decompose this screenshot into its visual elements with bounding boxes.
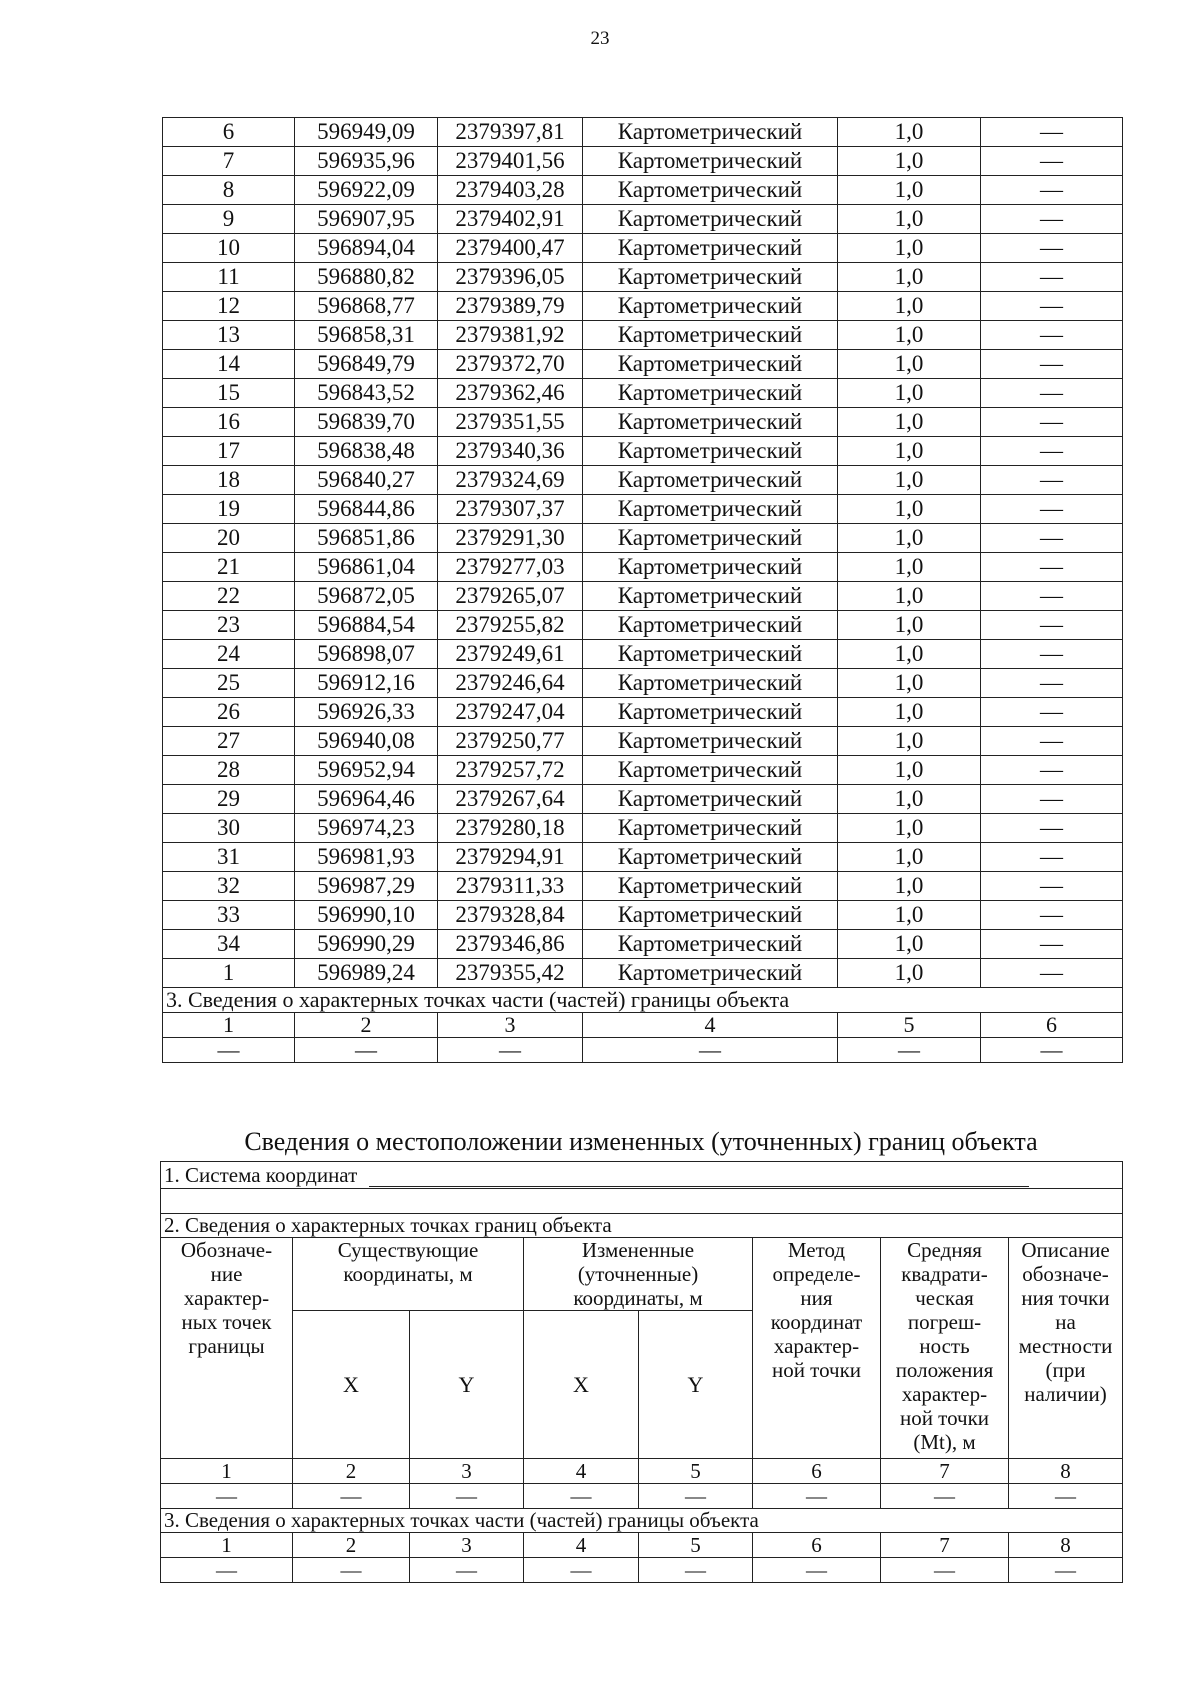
point-description-cell: — <box>981 321 1123 350</box>
table-row <box>163 495 1123 524</box>
method-cell: Картометрический <box>583 408 838 437</box>
mt-error-cell: 1,0 <box>838 466 981 495</box>
coord-x-cell: 596868,77 <box>295 292 438 321</box>
point-description-cell: — <box>981 582 1123 611</box>
coord-y-cell: 2379267,64 <box>438 785 583 814</box>
point-number-cell: 11 <box>163 263 295 292</box>
table-row <box>163 292 1123 321</box>
coord-y-cell: 2379362,46 <box>438 379 583 408</box>
method-cell: Картометрический <box>583 321 838 350</box>
mt-error-cell: 1,0 <box>838 350 981 379</box>
coord-x-cell: 596990,29 <box>295 930 438 959</box>
mt-error-cell: 1,0 <box>838 872 981 901</box>
coord-x-cell: 596964,46 <box>295 785 438 814</box>
point-description-cell: — <box>981 553 1123 582</box>
method-cell: Картометрический <box>583 495 838 524</box>
dash-cell: — <box>163 1038 295 1063</box>
dash-cell: — <box>295 1038 438 1063</box>
coord-y-cell: 2379372,70 <box>438 350 583 379</box>
header-changed-y: Y <box>639 1311 753 1459</box>
table-row <box>163 843 1123 872</box>
table-row <box>163 727 1123 756</box>
point-description-cell: — <box>981 466 1123 495</box>
dash-cell: — <box>639 1484 753 1509</box>
mt-error-cell: 1,0 <box>838 379 981 408</box>
coord-x-cell: 596926,33 <box>295 698 438 727</box>
point-number-cell: 17 <box>163 437 295 466</box>
method-cell: Картометрический <box>583 814 838 843</box>
point-number-cell: 8 <box>163 176 295 205</box>
coord-x-cell: 596935,96 <box>295 147 438 176</box>
method-cell: Картометрический <box>583 698 838 727</box>
coord-x-cell: 596843,52 <box>295 379 438 408</box>
dash-cell: — <box>293 1558 410 1583</box>
point-description-cell: — <box>981 118 1123 147</box>
dash-cell: — <box>410 1484 524 1509</box>
mt-error-cell: 1,0 <box>838 814 981 843</box>
dash-cell: — <box>981 1038 1123 1063</box>
section3-dash-row <box>161 1558 1123 1583</box>
point-number-cell: 14 <box>163 350 295 379</box>
header-row <box>161 1238 1123 1311</box>
mt-error-cell: 1,0 <box>838 234 981 263</box>
mt-error-cell: 1,0 <box>838 553 981 582</box>
point-number-cell: 23 <box>163 611 295 640</box>
point-number-cell: 34 <box>163 930 295 959</box>
section3-title: 3. Сведения о характерных точках части (частей) границы объекта <box>163 988 1123 1013</box>
col-number: 1 <box>161 1533 293 1558</box>
point-description-cell: — <box>981 147 1123 176</box>
section3-number-row <box>163 1013 1123 1038</box>
dash-cell: — <box>438 1038 583 1063</box>
table-row <box>163 698 1123 727</box>
table-row <box>163 582 1123 611</box>
point-description-cell: — <box>981 756 1123 785</box>
coord-y-cell: 2379257,72 <box>438 756 583 785</box>
point-description-cell: — <box>981 814 1123 843</box>
method-cell: Картометрический <box>583 263 838 292</box>
coord-y-cell: 2379389,79 <box>438 292 583 321</box>
dash-cell: — <box>1009 1558 1123 1583</box>
coord-y-cell: 2379402,91 <box>438 205 583 234</box>
mt-error-cell: 1,0 <box>838 959 981 988</box>
header-existing-x: X <box>293 1311 410 1459</box>
col-number: 4 <box>524 1459 639 1484</box>
method-cell: Картометрический <box>583 669 838 698</box>
point-description-cell: — <box>981 263 1123 292</box>
coord-y-cell: 2379250,77 <box>438 727 583 756</box>
point-number-cell: 22 <box>163 582 295 611</box>
point-number-cell: 32 <box>163 872 295 901</box>
method-cell: Картометрический <box>583 582 838 611</box>
point-number-cell: 33 <box>163 901 295 930</box>
mt-error-cell: 1,0 <box>838 495 981 524</box>
dash-cell: — <box>583 1038 838 1063</box>
col-number: 5 <box>639 1533 753 1558</box>
method-cell: Картометрический <box>583 611 838 640</box>
mt-error-cell: 1,0 <box>838 611 981 640</box>
method-cell: Картометрический <box>583 901 838 930</box>
col-number: 6 <box>753 1533 881 1558</box>
point-number-cell: 1 <box>163 959 295 988</box>
coord-x-cell: 596922,09 <box>295 176 438 205</box>
point-number-cell: 24 <box>163 640 295 669</box>
method-cell: Картометрический <box>583 553 838 582</box>
coord-y-cell: 2379255,82 <box>438 611 583 640</box>
table-row <box>163 147 1123 176</box>
coord-y-cell: 2379294,91 <box>438 843 583 872</box>
method-cell: Картометрический <box>583 843 838 872</box>
method-cell: Картометрический <box>583 147 838 176</box>
dash-cell: — <box>410 1558 524 1583</box>
coord-x-cell: 596949,09 <box>295 118 438 147</box>
point-description-cell: — <box>981 437 1123 466</box>
changed-boundaries-table <box>160 1161 1123 1583</box>
point-description-cell: — <box>981 959 1123 988</box>
coord-x-cell: 596912,16 <box>295 669 438 698</box>
table-row <box>163 611 1123 640</box>
point-number-cell: 25 <box>163 669 295 698</box>
mt-error-cell: 1,0 <box>838 321 981 350</box>
point-description-cell: — <box>981 843 1123 872</box>
point-number-cell: 27 <box>163 727 295 756</box>
col-number: 3 <box>410 1459 524 1484</box>
table-row <box>163 350 1123 379</box>
col-number: 4 <box>583 1013 838 1038</box>
mt-error-cell: 1,0 <box>838 640 981 669</box>
point-description-cell: — <box>981 611 1123 640</box>
col-number: 1 <box>163 1013 295 1038</box>
boundary-points-table <box>162 117 1123 1063</box>
coord-x-cell: 596872,05 <box>295 582 438 611</box>
point-number-cell: 30 <box>163 814 295 843</box>
col-number: 7 <box>881 1533 1009 1558</box>
coord-x-cell: 596981,93 <box>295 843 438 872</box>
point-number-cell: 21 <box>163 553 295 582</box>
coord-x-cell: 596990,10 <box>295 901 438 930</box>
coord-y-cell: 2379400,47 <box>438 234 583 263</box>
method-cell: Картометрический <box>583 640 838 669</box>
method-cell: Картометрический <box>583 118 838 147</box>
point-number-cell: 6 <box>163 118 295 147</box>
point-description-cell: — <box>981 901 1123 930</box>
mt-error-cell: 1,0 <box>838 901 981 930</box>
coord-y-cell: 2379280,18 <box>438 814 583 843</box>
coord-y-cell: 2379397,81 <box>438 118 583 147</box>
coord-x-cell: 596880,82 <box>295 263 438 292</box>
boundary-points-body <box>163 118 1123 988</box>
point-number-cell: 31 <box>163 843 295 872</box>
coord-y-cell: 2379340,36 <box>438 437 583 466</box>
table-row <box>163 234 1123 263</box>
section3-number-row <box>161 1533 1123 1558</box>
coord-x-cell: 596894,04 <box>295 234 438 263</box>
dash-cell: — <box>881 1484 1009 1509</box>
point-description-cell: — <box>981 292 1123 321</box>
mt-error-cell: 1,0 <box>838 118 981 147</box>
mt-error-cell: 1,0 <box>838 930 981 959</box>
method-cell: Картометрический <box>583 379 838 408</box>
coord-y-cell: 2379249,61 <box>438 640 583 669</box>
coord-y-cell: 2379328,84 <box>438 901 583 930</box>
point-description-cell: — <box>981 930 1123 959</box>
coord-x-cell: 596952,94 <box>295 756 438 785</box>
section2-title-row <box>161 1214 1123 1238</box>
coord-x-cell: 596849,79 <box>295 350 438 379</box>
coord-x-cell: 596840,27 <box>295 466 438 495</box>
point-description-cell: — <box>981 785 1123 814</box>
point-description-cell: — <box>981 408 1123 437</box>
method-cell: Картометрический <box>583 234 838 263</box>
table-row <box>163 930 1123 959</box>
point-description-cell: — <box>981 669 1123 698</box>
method-cell: Картометрический <box>583 872 838 901</box>
coord-y-cell: 2379277,03 <box>438 553 583 582</box>
mt-error-cell: 1,0 <box>838 205 981 234</box>
mt-error-cell: 1,0 <box>838 292 981 321</box>
col-number: 1 <box>161 1459 293 1484</box>
table-row <box>163 524 1123 553</box>
table-row <box>163 553 1123 582</box>
coord-x-cell: 596989,24 <box>295 959 438 988</box>
mt-error-cell: 1,0 <box>838 437 981 466</box>
dash-row <box>161 1484 1123 1509</box>
method-cell: Картометрический <box>583 785 838 814</box>
header-description: Описание обозначе- ния точки на местности (при наличии) <box>1009 1238 1123 1459</box>
header-changed-x: X <box>524 1311 639 1459</box>
table-row <box>163 437 1123 466</box>
dash-cell: — <box>161 1484 293 1509</box>
col-number: 2 <box>293 1459 410 1484</box>
point-description-cell: — <box>981 727 1123 756</box>
mt-error-cell: 1,0 <box>838 756 981 785</box>
mt-error-cell: 1,0 <box>838 698 981 727</box>
section3-title-row <box>161 1509 1123 1533</box>
method-cell: Картометрический <box>583 524 838 553</box>
coord-x-cell: 596974,23 <box>295 814 438 843</box>
point-description-cell: — <box>981 234 1123 263</box>
mt-error-cell: 1,0 <box>838 669 981 698</box>
coord-y-cell: 2379307,37 <box>438 495 583 524</box>
col-number: 3 <box>410 1533 524 1558</box>
coord-y-cell: 2379246,64 <box>438 669 583 698</box>
coord-x-cell: 596987,29 <box>295 872 438 901</box>
dash-cell: — <box>524 1558 639 1583</box>
mt-error-cell: 1,0 <box>838 147 981 176</box>
point-description-cell: — <box>981 524 1123 553</box>
table-row <box>163 176 1123 205</box>
coord-x-cell: 596851,86 <box>295 524 438 553</box>
dash-cell: — <box>753 1558 881 1583</box>
coordinate-system-blank-line <box>369 1168 1029 1187</box>
point-number-cell: 9 <box>163 205 295 234</box>
point-number-cell: 19 <box>163 495 295 524</box>
section3-dash-row <box>163 1038 1123 1063</box>
column-number-row <box>161 1459 1123 1484</box>
dash-cell: — <box>524 1484 639 1509</box>
point-description-cell: — <box>981 176 1123 205</box>
table-row <box>163 263 1123 292</box>
point-number-cell: 18 <box>163 466 295 495</box>
point-description-cell: — <box>981 205 1123 234</box>
method-cell: Картометрический <box>583 176 838 205</box>
table-row <box>163 785 1123 814</box>
method-cell: Картометрический <box>583 205 838 234</box>
point-description-cell: — <box>981 640 1123 669</box>
section-heading: Сведения о местоположении измененных (уточненных) границ объекта <box>244 1127 1038 1156</box>
point-description-cell: — <box>981 872 1123 901</box>
header-changed-coords: Измененные (уточненные) координаты, м <box>524 1238 753 1311</box>
mt-error-cell: 1,0 <box>838 263 981 292</box>
point-number-cell: 10 <box>163 234 295 263</box>
dash-cell: — <box>753 1484 881 1509</box>
col-number: 6 <box>753 1459 881 1484</box>
coord-y-cell: 2379381,92 <box>438 321 583 350</box>
point-number-cell: 26 <box>163 698 295 727</box>
coord-x-cell: 596884,54 <box>295 611 438 640</box>
coord-y-cell: 2379311,33 <box>438 872 583 901</box>
coord-y-cell: 2379346,86 <box>438 930 583 959</box>
mt-error-cell: 1,0 <box>838 524 981 553</box>
col-number: 7 <box>881 1459 1009 1484</box>
point-description-cell: — <box>981 698 1123 727</box>
coord-y-cell: 2379396,05 <box>438 263 583 292</box>
coord-y-cell: 2379355,42 <box>438 959 583 988</box>
method-cell: Картометрический <box>583 350 838 379</box>
coord-x-cell: 596839,70 <box>295 408 438 437</box>
coord-y-cell: 2379291,30 <box>438 524 583 553</box>
dash-cell: — <box>639 1558 753 1583</box>
table-row <box>163 379 1123 408</box>
col-number: 4 <box>524 1533 639 1558</box>
point-number-cell: 16 <box>163 408 295 437</box>
coord-x-cell: 596838,48 <box>295 437 438 466</box>
dash-cell: — <box>293 1484 410 1509</box>
coord-y-cell: 2379265,07 <box>438 582 583 611</box>
blank-row <box>161 1189 1123 1214</box>
page-number: 23 <box>590 28 610 49</box>
method-cell: Картометрический <box>583 727 838 756</box>
dash-cell: — <box>161 1558 293 1583</box>
mt-error-cell: 1,0 <box>838 582 981 611</box>
col-number: 2 <box>293 1533 410 1558</box>
mt-error-cell: 1,0 <box>838 843 981 872</box>
dash-cell: — <box>1009 1484 1123 1509</box>
table-row <box>163 901 1123 930</box>
point-number-cell: 7 <box>163 147 295 176</box>
mt-error-cell: 1,0 <box>838 727 981 756</box>
coordinate-system-label: 1. Система координат <box>164 1162 358 1187</box>
coordinate-system-row <box>161 1162 1123 1189</box>
section3-title-row <box>163 988 1123 1013</box>
coord-x-cell: 596861,04 <box>295 553 438 582</box>
point-number-cell: 15 <box>163 379 295 408</box>
table-row <box>163 872 1123 901</box>
table-row <box>163 118 1123 147</box>
coord-y-cell: 2379351,55 <box>438 408 583 437</box>
col-number: 2 <box>295 1013 438 1038</box>
coord-x-cell: 596844,86 <box>295 495 438 524</box>
section3-title: 3. Сведения о характерных точках части (частей) границы объекта <box>161 1509 1123 1533</box>
section2-title: 2. Сведения о характерных точках границ объекта <box>161 1214 1123 1238</box>
coord-y-cell: 2379247,04 <box>438 698 583 727</box>
table-row <box>163 321 1123 350</box>
point-number-cell: 28 <box>163 756 295 785</box>
dash-cell: — <box>881 1558 1009 1583</box>
method-cell: Картометрический <box>583 930 838 959</box>
table-row <box>163 814 1123 843</box>
point-number-cell: 29 <box>163 785 295 814</box>
col-number: 5 <box>838 1013 981 1038</box>
table-row <box>163 669 1123 698</box>
table-row <box>163 466 1123 495</box>
method-cell: Картометрический <box>583 466 838 495</box>
header-designation: Обозначе- ние характер- ных точек границы <box>161 1238 293 1459</box>
method-cell: Картометрический <box>583 292 838 321</box>
table-row <box>163 756 1123 785</box>
table-row <box>163 959 1123 988</box>
col-number: 8 <box>1009 1459 1123 1484</box>
coord-x-cell: 596858,31 <box>295 321 438 350</box>
col-number: 3 <box>438 1013 583 1038</box>
coord-y-cell: 2379324,69 <box>438 466 583 495</box>
table-row <box>163 408 1123 437</box>
point-description-cell: — <box>981 379 1123 408</box>
point-number-cell: 12 <box>163 292 295 321</box>
header-method: Метод определе- ния координат характер- ной точки <box>753 1238 881 1459</box>
point-description-cell: — <box>981 350 1123 379</box>
point-number-cell: 20 <box>163 524 295 553</box>
header-existing-coords: Существующие координаты, м <box>293 1238 524 1311</box>
table-row <box>163 205 1123 234</box>
col-number: 8 <box>1009 1533 1123 1558</box>
method-cell: Картометрический <box>583 437 838 466</box>
coord-y-cell: 2379403,28 <box>438 176 583 205</box>
method-cell: Картометрический <box>583 959 838 988</box>
header-existing-y: Y <box>410 1311 524 1459</box>
mt-error-cell: 1,0 <box>838 176 981 205</box>
method-cell: Картометрический <box>583 756 838 785</box>
point-number-cell: 13 <box>163 321 295 350</box>
coord-x-cell: 596898,07 <box>295 640 438 669</box>
coord-x-cell: 596940,08 <box>295 727 438 756</box>
table-row <box>163 640 1123 669</box>
dash-cell: — <box>838 1038 981 1063</box>
col-number: 5 <box>639 1459 753 1484</box>
col-number: 6 <box>981 1013 1123 1038</box>
mt-error-cell: 1,0 <box>838 408 981 437</box>
coord-x-cell: 596907,95 <box>295 205 438 234</box>
coord-y-cell: 2379401,56 <box>438 147 583 176</box>
header-mt: Средняя квадрати- ческая погреш- ность положения характер- ной точки (Mt), м <box>881 1238 1009 1459</box>
mt-error-cell: 1,0 <box>838 785 981 814</box>
point-description-cell: — <box>981 495 1123 524</box>
